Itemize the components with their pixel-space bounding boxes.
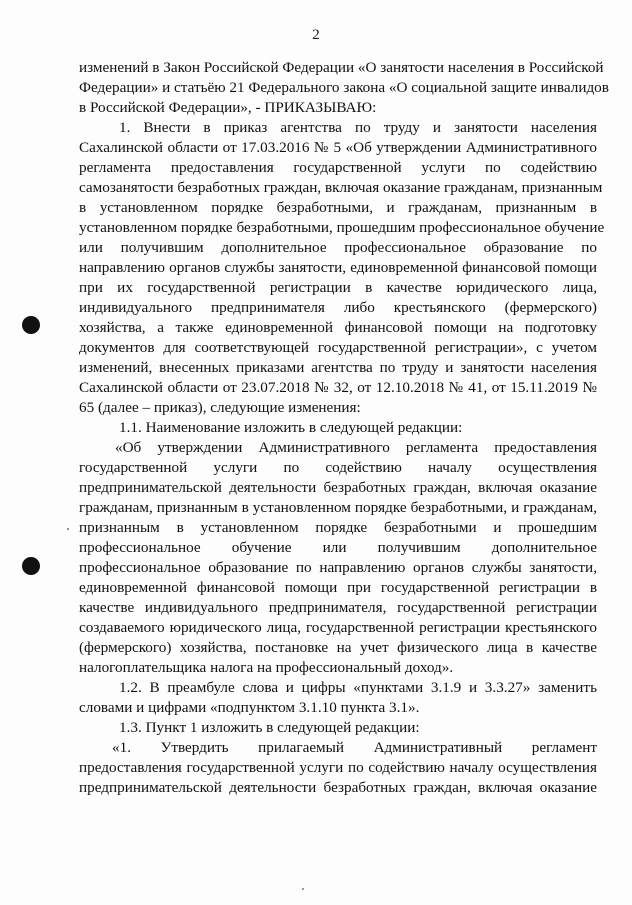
text-line: установленном порядке безработными, прошедшим профессиональное обучение	[79, 219, 605, 236]
punch-hole-top	[22, 316, 40, 334]
text-line: создаваемого юридического лица, государственной регистрации крестьянского	[79, 619, 597, 636]
text-line: изменений в Закон Российской Федерации «О занятости населения в Российской	[79, 59, 604, 76]
text-line: гражданам, признанным в установленном порядке безработными, и гражданам,	[79, 499, 597, 516]
text-line: Федерации» и статьёю 21 Федерального закона «О социальной защите инвалидов	[79, 79, 609, 96]
text-line: словами и цифрами «подпунктом 3.1.10 пункта 3.1».	[79, 699, 420, 716]
text-line: индивидуального предпринимателя либо крестьянского (фермерского)	[79, 299, 597, 316]
text-line: признанным в установленном порядке безработными и прошедшим	[79, 519, 597, 536]
text-line: профессиональное образование по направлению органов службы занятости,	[79, 559, 597, 576]
scan-speck	[302, 888, 304, 890]
text-line: 1.3. Пункт 1 изложить в следующей редакции:	[119, 719, 420, 736]
document-body	[79, 58, 609, 798]
text-line: документов для соответствующей государственной регистрации», с учетом	[79, 339, 597, 356]
text-line: «1. Утвердить прилагаемый Административный регламент	[112, 739, 597, 756]
text-line: направлению органов службы занятости, единовременной финансовой помощи	[79, 259, 597, 276]
text-line: 1.1. Наименование изложить в следующей редакции:	[119, 419, 463, 436]
text-line: хозяйства, а также единовременной финансовой помощи на подготовку	[79, 319, 597, 336]
text-line: Сахалинской области от 17.03.2016 № 5 «Об утверждении Административного	[79, 139, 597, 156]
text-line: (фермерского) хозяйства, постановке на учет физического лица в качестве	[79, 639, 597, 656]
text-line: «Об утверждении Административного регламента предоставления	[115, 439, 597, 456]
text-line: предпринимательской деятельности безработных граждан, включая оказание	[79, 479, 597, 496]
text-line: в установленном порядке безработными, и гражданам, признанным в	[79, 199, 597, 216]
text-line: профессиональное обучение или получившим дополнительное	[79, 539, 597, 556]
text-line: предпринимательской деятельности безработных граждан, включая оказание	[79, 779, 597, 796]
text-line: в Российской Федерации», - ПРИКАЗЫВАЮ:	[79, 99, 377, 116]
text-line: единовременной финансовой помощи при государственной регистрации в	[79, 579, 597, 596]
text-line: или получившим дополнительное профессиональное образование по	[79, 239, 597, 256]
text-line: самозанятости безработных граждан, включая оказание гражданам, признанным	[79, 179, 603, 196]
text-line: изменений, внесенных приказами агентства по труду и занятости населения	[79, 359, 597, 376]
text-line: государственной услуги по содействию началу осуществления	[79, 459, 597, 476]
text-line: налогоплательщика налога на профессиональный доход».	[79, 659, 454, 676]
page-number: 2	[312, 27, 320, 43]
text-line: Сахалинской области от 23.07.2018 № 32, от 12.10.2018 № 41, от 15.11.2019 №	[79, 379, 597, 396]
text-line: 1.2. В преамбуле слова и цифры «пунктами 3.1.9 и 3.3.27» заменить	[119, 679, 597, 696]
text-line: предоставления государственной услуги по содействию началу осуществления	[79, 759, 597, 776]
text-line: 1. Внести в приказ агентства по труду и занятости населения	[119, 119, 597, 136]
text-line: регламента предоставления государственной услуги по содействию	[79, 159, 597, 176]
text-line: при их государственной регистрации в качестве юридического лица,	[79, 279, 597, 296]
text-line: 65 (далее – приказ), следующие изменения:	[79, 399, 361, 416]
punch-hole-bottom	[22, 557, 40, 575]
text-line: качестве индивидуального предпринимателя, государственной регистрации	[79, 599, 597, 616]
scan-speck	[67, 528, 69, 530]
